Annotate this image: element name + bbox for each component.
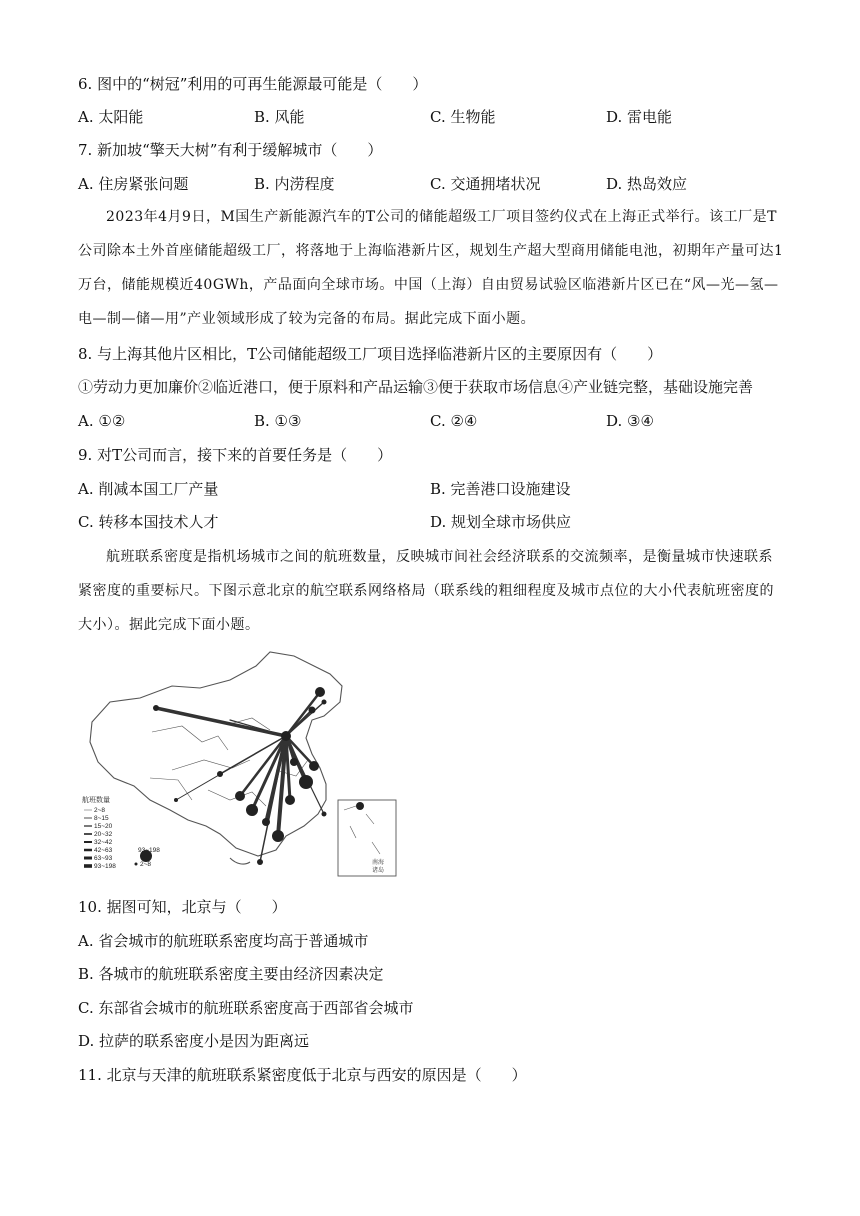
q7-option-b: B. 内涝程度 <box>254 175 335 193</box>
map-legend <box>82 795 160 870</box>
q7-stem: 7. 新加坡“擎天大树”有利于缓解城市（ ） <box>78 141 383 159</box>
q10-option-b: B. 各城市的航班联系密度主要由经济因素决定 <box>78 965 384 983</box>
legend-item-8: 93~198 <box>94 863 116 870</box>
q6-option-c: C. 生物能 <box>430 108 496 126</box>
dot-legend-large: 93~198 <box>138 847 160 854</box>
q6-option-a: A. 太阳能 <box>78 108 144 126</box>
legend-item-4: 20~32 <box>94 831 113 838</box>
q7-option-a: A. 住房紧张问题 <box>78 175 189 193</box>
passage-energy-factory: 2023年4月9日，M国生产新能源汽车的T公司的储能超级工厂项目签约仪式在上海正式举行。该工厂是T公司除本土外首座储能超级工厂，将落地于上海临港新片区，规划生产超大型商用储能电池，初期年产量可达1万台，储能规模近40GWh，产品面向全球市场。中国（上海）自由贸易试验区临港新片区已在“风—光—氢—电—制—储—用”产业领域形成了较为完备的布局。据此完成下面小题。 <box>78 209 784 327</box>
flight-lines <box>156 692 324 862</box>
q8-option-b: B. ①③ <box>254 412 302 430</box>
q10-option-d: D. 拉萨的联系密度小是因为距离远 <box>78 1032 310 1050</box>
dot-legend-small: 2~8 <box>140 861 152 868</box>
q9-option-d: D. 规划全球市场供应 <box>430 513 572 531</box>
q8-option-c: C. ②④ <box>430 412 478 430</box>
q10-option-a: A. 省会城市的航班联系密度均高于普通城市 <box>78 932 369 950</box>
inset-label-2: 诸岛 <box>372 868 385 874</box>
q8-option-a: A. ①② <box>78 412 126 430</box>
inset-label-1: 南海 <box>372 860 385 866</box>
q10-option-c: C. 东部省会城市的航班联系密度高于西部省会城市 <box>78 999 414 1017</box>
q8-option-d: D. ③④ <box>606 412 654 430</box>
legend-item-2: 8~15 <box>94 815 109 822</box>
q11-stem: 11. 北京与天津的航班联系紧密度低于北京与西安的原因是（ ） <box>78 1066 527 1084</box>
legend-item-6: 42~63 <box>94 847 113 854</box>
q10-stem: 10. 据图可知，北京与（ ） <box>78 898 287 916</box>
q9-stem: 9. 对T公司而言，接下来的首要任务是（ ） <box>78 446 393 464</box>
q9-option-b: B. 完善港口设施建设 <box>430 480 571 498</box>
q8-stem: 8. 与上海其他片区相比，T公司储能超级工厂项目选择临港新片区的主要原因有（ ） <box>78 345 663 363</box>
legend-item-3: 15~20 <box>94 823 113 830</box>
legend-title: 航班数量 <box>82 797 110 804</box>
inset-south-china-sea <box>338 800 396 876</box>
passage-flight-density: 航班联系密度是指机场城市之间的航班数量，反映城市间社会经济联系的交流频率，是衡量城市快速联系紧密度的重要标尺。下图示意北京的航空联系网络格局（联系线的粗细程度及城市点位的大小代表航班密度的大小）。据此完成下面小题。 <box>78 549 774 633</box>
legend-item-1: 2~8 <box>94 807 106 814</box>
q8-statements: ①劳动力更加廉价②临近港口，便于原料和产品运输③便于获取市场信息④产业链完整，基础设施完善 <box>78 378 754 396</box>
beijing-air-network-map <box>80 650 400 880</box>
q9-option-c: C. 转移本国技术人才 <box>78 513 219 531</box>
q6-stem: 6. 图中的“树冠”利用的可再生能源最可能是（ ） <box>78 75 428 93</box>
q9-option-a: A. 削减本国工厂产量 <box>78 480 219 498</box>
q7-option-d: D. 热岛效应 <box>606 175 688 193</box>
legend-item-5: 32~42 <box>94 839 113 846</box>
q6-option-d: D. 雷电能 <box>606 108 673 126</box>
q6-option-b: B. 风能 <box>254 108 305 126</box>
china-outline <box>90 652 342 864</box>
q7-option-c: C. 交通拥堵状况 <box>430 175 541 193</box>
legend-item-7: 63~93 <box>94 855 113 862</box>
